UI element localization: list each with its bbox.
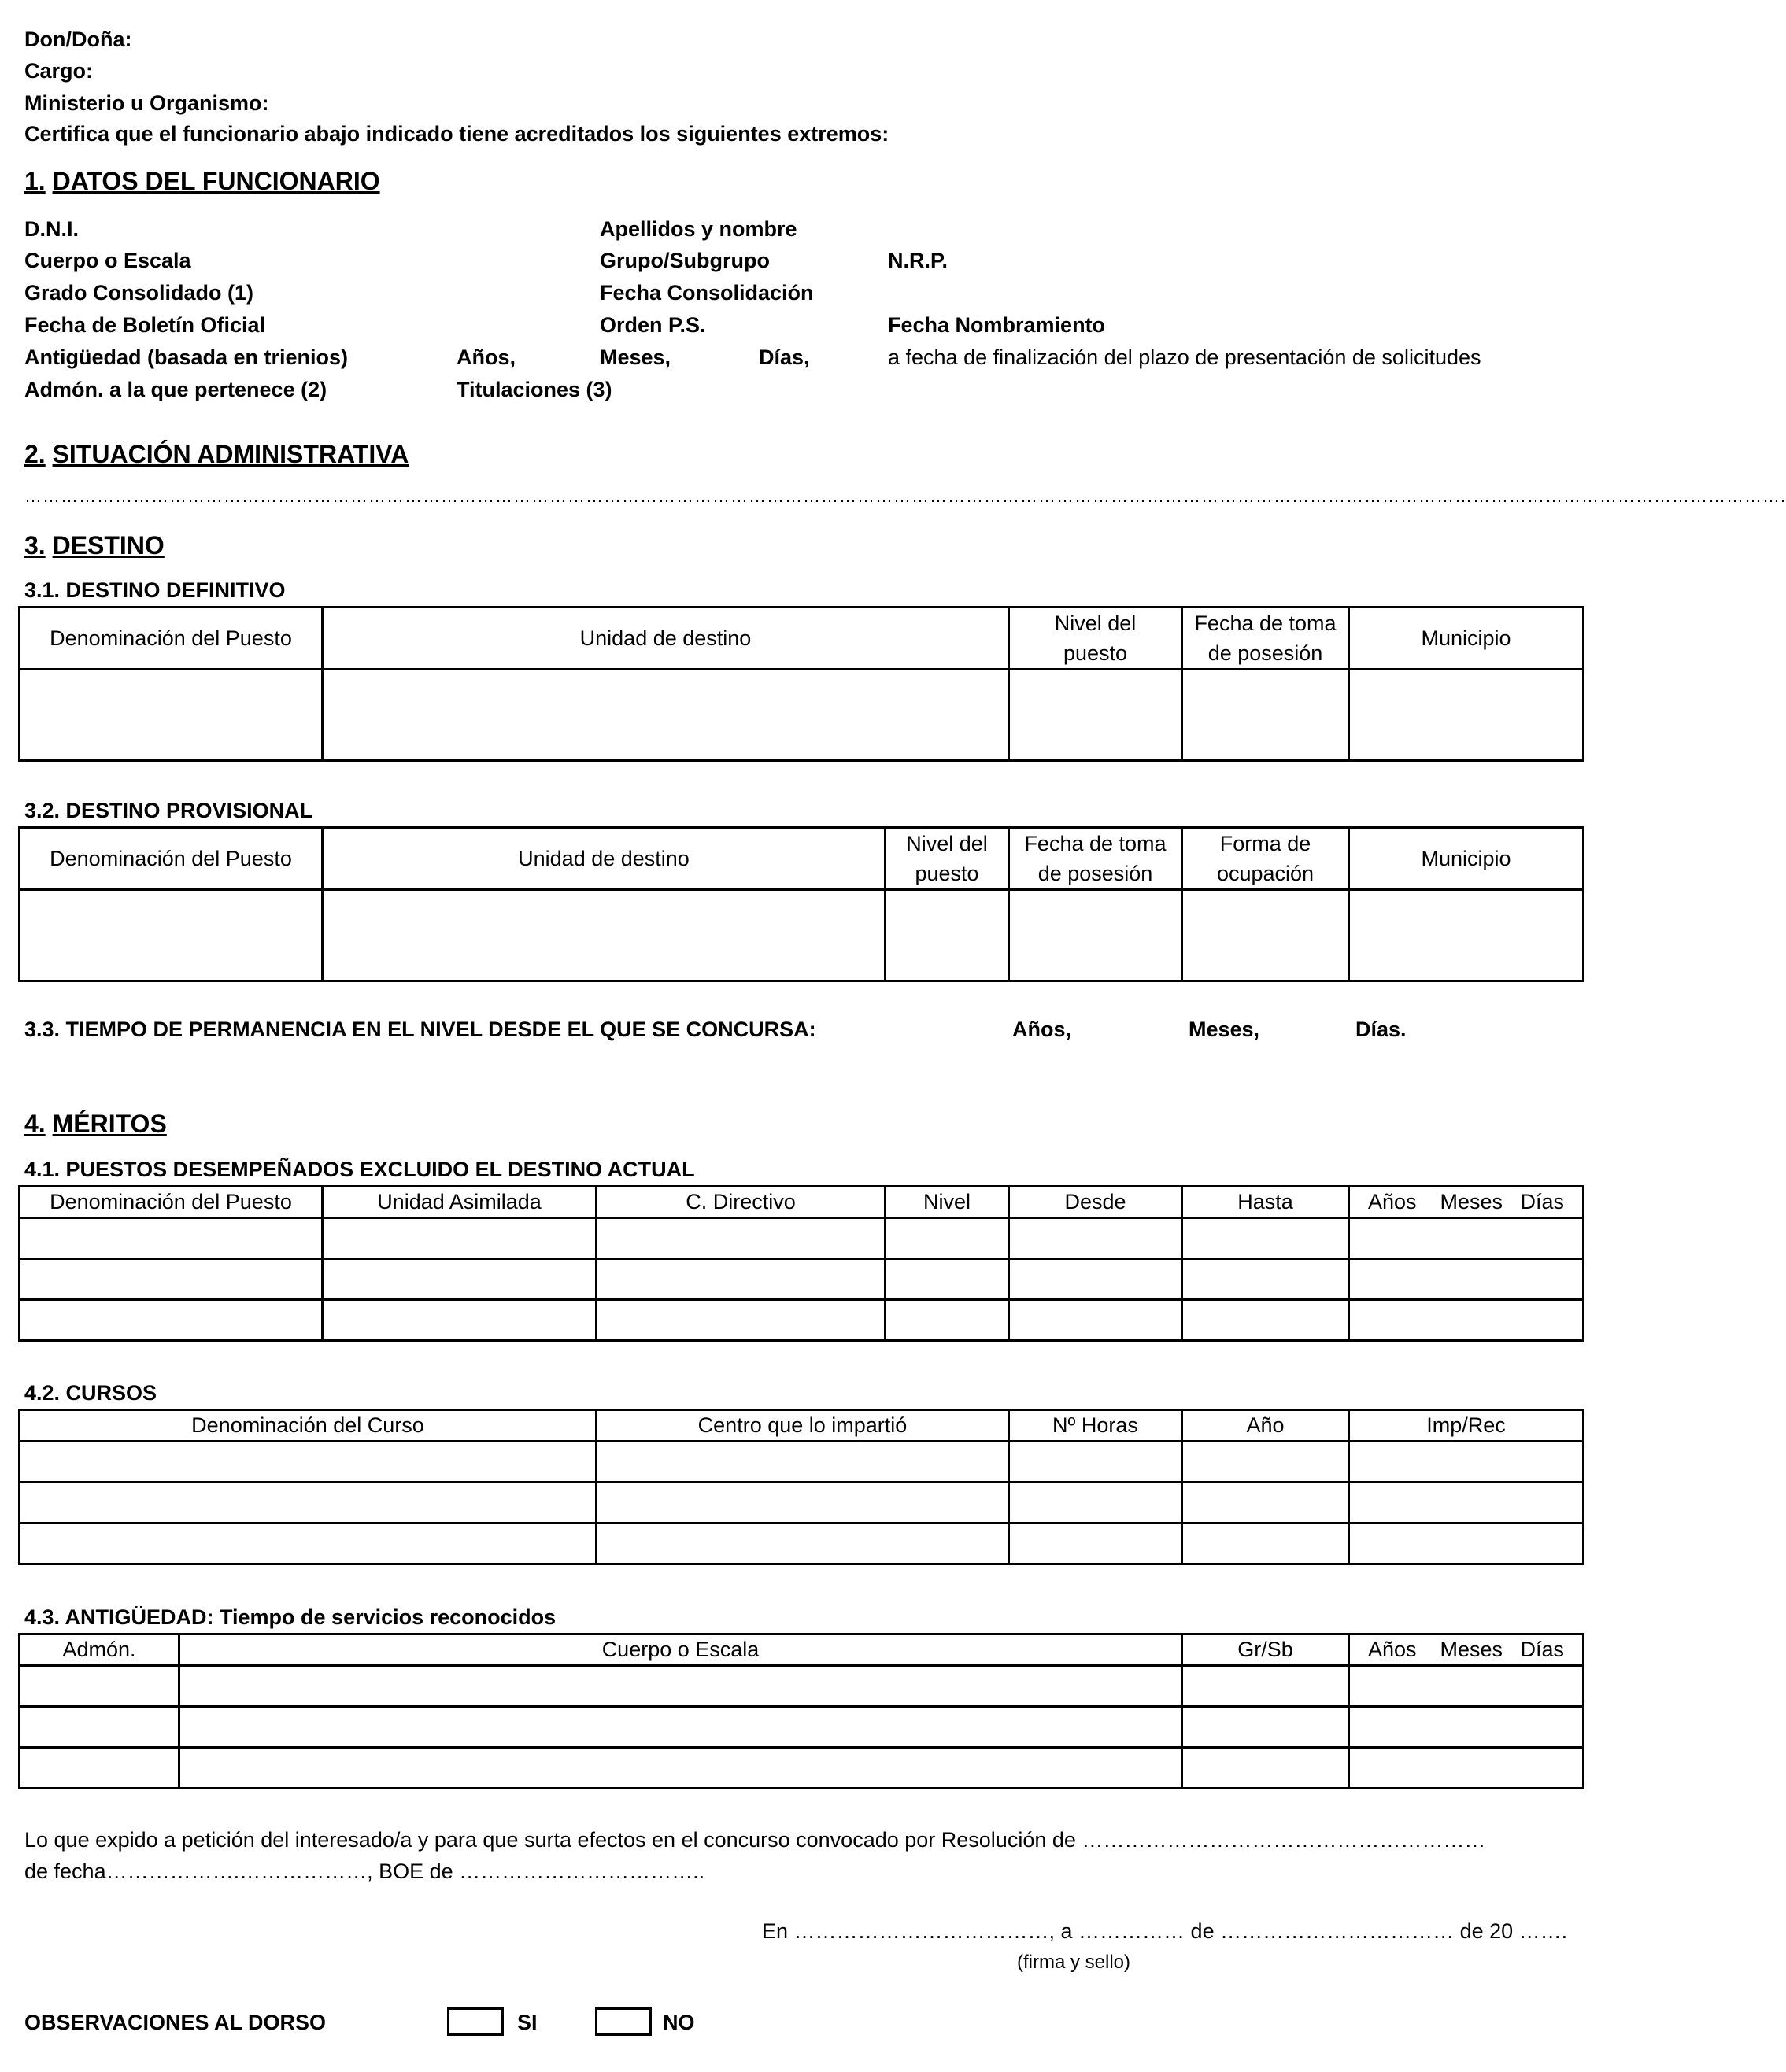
cell-input[interactable]: [1182, 1300, 1349, 1341]
column-header: Cuerpo o Escala: [179, 1634, 1182, 1666]
section-3-number: 3.: [24, 531, 46, 560]
column-header: Desde: [1009, 1187, 1182, 1218]
header-certifica: Certifica que el funcionario abajo indicado tiene acreditados los siguientes extremos:: [24, 122, 889, 146]
cell-input[interactable]: [1182, 890, 1349, 981]
label-grupo: Grupo/Subgrupo: [600, 249, 770, 272]
cell-input[interactable]: [1182, 1483, 1349, 1524]
cell-input[interactable]: [597, 1483, 1009, 1524]
label-meses: Meses,: [600, 345, 671, 369]
section-1-title: DATOS DEL FUNCIONARIO: [52, 167, 380, 195]
cell-input[interactable]: [323, 1300, 597, 1341]
column-header: Municipio: [1349, 608, 1584, 670]
header-ministerio: Ministerio u Organismo:: [24, 91, 269, 115]
label-nrp: N.R.P.: [888, 249, 948, 272]
cell-input[interactable]: [1349, 1300, 1584, 1341]
observaciones-si-checkbox[interactable]: [447, 2007, 504, 2036]
label-orden: Orden P.S.: [600, 313, 706, 337]
table-row: [20, 1442, 1584, 1483]
cell-input[interactable]: [1349, 670, 1584, 761]
table-header-row: [20, 608, 1584, 670]
cell-input[interactable]: [323, 1259, 597, 1300]
table-header-row: [20, 1187, 1584, 1218]
cell-input[interactable]: [1182, 1748, 1349, 1789]
table-header-row: [20, 1634, 1584, 1666]
cell-input[interactable]: [20, 1442, 597, 1483]
cell-input[interactable]: [1009, 1442, 1182, 1483]
footer-expido-line: Lo que expido a petición del interesado/a y para que surta efectos en el concurso convocado por Resolución de …………………………………………………: [24, 1828, 1486, 1852]
cell-input[interactable]: [1009, 1483, 1182, 1524]
column-header: [1349, 1634, 1584, 1666]
cell-input[interactable]: [1349, 1748, 1584, 1789]
section-2-heading: [24, 439, 409, 469]
label-grado: Grado Consolidado (1): [24, 281, 254, 305]
column-header: Hasta: [1182, 1187, 1349, 1218]
column-header: [1182, 608, 1349, 670]
table-row: [20, 670, 1584, 761]
cell-input[interactable]: [1349, 1707, 1584, 1748]
table-row: [20, 890, 1584, 981]
label-antiguedad: Antigüedad (basada en trienios): [24, 345, 349, 369]
column-header: Denominación del Puesto: [20, 828, 323, 890]
cell-input[interactable]: [20, 890, 323, 981]
label-dias: Días,: [759, 345, 810, 369]
permanencia-dias: Días.: [1355, 1018, 1407, 1041]
section-1-number: 1.: [24, 167, 46, 195]
column-header: Centro que lo impartió: [597, 1410, 1009, 1442]
table-header-row: [20, 828, 1584, 890]
destino-provisional-table: [18, 826, 1584, 982]
cell-input[interactable]: [1009, 670, 1182, 761]
label-dni: D.N.I.: [24, 217, 80, 241]
label-apellidos: Apellidos y nombre: [600, 217, 797, 241]
cell-input[interactable]: [20, 1707, 179, 1748]
section-3-title: DESTINO: [52, 531, 165, 560]
label-titulaciones: Titulaciones (3): [457, 378, 612, 401]
permanencia-meses: Meses,: [1189, 1018, 1260, 1041]
column-header: [1349, 1187, 1584, 1218]
cell-input[interactable]: [20, 1666, 179, 1707]
column-header: Gr/Sb: [1182, 1634, 1349, 1666]
column-header: Nº Horas: [1009, 1410, 1182, 1442]
table-row: [20, 1300, 1584, 1341]
table-row: [20, 1483, 1584, 1524]
table-row: [20, 1707, 1584, 1748]
cell-input[interactable]: [20, 670, 323, 761]
permanencia-anos: Años,: [1012, 1018, 1072, 1041]
section-4-2-title: 4.2. CURSOS: [24, 1381, 157, 1405]
column-header-text: Años Meses Días: [1367, 1638, 1565, 1661]
cell-input[interactable]: [20, 1748, 179, 1789]
label-anos: Años,: [457, 345, 516, 369]
column-header: [1182, 828, 1349, 890]
table-row: [20, 1524, 1584, 1564]
column-header-text: Años Meses Días: [1367, 1190, 1565, 1213]
cell-input[interactable]: [1349, 890, 1584, 981]
section-4-heading: [24, 1109, 167, 1139]
cell-input[interactable]: [20, 1483, 597, 1524]
cell-input[interactable]: [1349, 1259, 1584, 1300]
cell-input[interactable]: [597, 1442, 1009, 1483]
cell-input[interactable]: [1182, 670, 1349, 761]
column-header: Unidad de destino: [323, 608, 1009, 670]
cell-input[interactable]: [886, 890, 1009, 981]
footer-lugar-fecha: En ………………………………, a …………… de …………………………… de 20 …….: [762, 1919, 1568, 1943]
section-4-3-title-bold: 4.3. ANTIGÜEDAD:: [24, 1605, 220, 1629]
column-header: Nivel: [886, 1187, 1009, 1218]
section-2-title: SITUACIÓN ADMINISTRATIVA: [52, 440, 409, 468]
cell-input[interactable]: [179, 1707, 1182, 1748]
column-header-text: Fecha de toma de posesión: [1194, 611, 1337, 665]
column-header: C. Directivo: [597, 1187, 886, 1218]
puestos-desempenados-table: [18, 1185, 1584, 1342]
cell-input[interactable]: [179, 1666, 1182, 1707]
column-header-text: Fecha de toma de posesión: [1024, 832, 1167, 885]
cell-input[interactable]: [1349, 1442, 1584, 1483]
cell-input[interactable]: [1009, 1218, 1182, 1259]
cell-input[interactable]: [886, 1218, 1009, 1259]
antiguedad-table: [18, 1633, 1584, 1789]
header-cargo: Cargo:: [24, 59, 93, 83]
section-2-number: 2.: [24, 440, 46, 468]
column-header: Unidad de destino: [323, 828, 886, 890]
column-header-text: Nivel del puesto: [906, 832, 988, 885]
column-header: Año: [1182, 1410, 1349, 1442]
cell-input[interactable]: [1349, 1666, 1584, 1707]
label-fecha-nombramiento: Fecha Nombramiento: [888, 313, 1106, 337]
cell-input[interactable]: [1349, 1524, 1584, 1564]
column-header-text: Nivel del puesto: [1054, 611, 1137, 665]
cell-input[interactable]: [1349, 1483, 1584, 1524]
label-fecha-fin-plazo: a fecha de finalización del plazo de presentación de solicitudes: [888, 345, 1481, 369]
cell-input[interactable]: [1009, 1524, 1182, 1564]
section-3-heading: [24, 530, 165, 560]
cell-input[interactable]: [597, 1524, 1009, 1564]
cell-input[interactable]: [179, 1748, 1182, 1789]
section-4-number: 4.: [24, 1110, 46, 1138]
cell-input[interactable]: [597, 1218, 886, 1259]
table-row: [20, 1748, 1584, 1789]
observaciones-no-checkbox[interactable]: [595, 2007, 652, 2036]
cell-input[interactable]: [1182, 1442, 1349, 1483]
cell-input[interactable]: [323, 670, 1009, 761]
cell-input[interactable]: [886, 1300, 1009, 1341]
column-header: [1009, 608, 1182, 670]
cell-input[interactable]: [323, 1218, 597, 1259]
section-4-3-title: [24, 1605, 556, 1630]
column-header: Denominación del Curso: [20, 1410, 597, 1442]
cell-input[interactable]: [1182, 1524, 1349, 1564]
cell-input[interactable]: [597, 1300, 886, 1341]
cell-input[interactable]: [1182, 1707, 1349, 1748]
destino-definitivo-table: [18, 606, 1584, 762]
section-3-2-title: 3.2. DESTINO PROVISIONAL: [24, 799, 313, 822]
table-row: [20, 1218, 1584, 1259]
situacion-dotted-line: ………………………………………………………………………………………………………………………………………………………………………………………………………………………………………………………………….: [24, 486, 1786, 506]
observaciones-si-label: SI: [517, 2011, 538, 2034]
cell-input[interactable]: [1009, 1300, 1182, 1341]
section-3-1-title: 3.1. DESTINO DEFINITIVO: [24, 578, 286, 602]
cursos-table: [18, 1409, 1584, 1565]
observaciones-no-label: NO: [663, 2011, 695, 2034]
column-header-text: Forma de ocupación: [1216, 832, 1315, 885]
cell-input[interactable]: [1349, 1218, 1584, 1259]
column-header: Imp/Rec: [1349, 1410, 1584, 1442]
cell-input[interactable]: [20, 1300, 323, 1341]
observaciones-label: OBSERVACIONES AL DORSO: [24, 2011, 327, 2034]
cell-input[interactable]: [1182, 1218, 1349, 1259]
label-cuerpo: Cuerpo o Escala: [24, 249, 191, 272]
column-header: [1009, 828, 1182, 890]
cell-input[interactable]: [597, 1259, 886, 1300]
section-1-heading: [24, 166, 380, 196]
label-fecha-boletin: Fecha de Boletín Oficial: [24, 313, 266, 337]
footer-fecha-boe-line: de fecha……………….………………, BOE de ……………………………..: [24, 1860, 705, 1883]
section-4-title: MÉRITOS: [52, 1110, 167, 1138]
column-header: Admón.: [20, 1634, 179, 1666]
cell-input[interactable]: [1182, 1259, 1349, 1300]
column-header: [886, 828, 1009, 890]
cell-input[interactable]: [323, 890, 886, 981]
label-fecha-consolidacion: Fecha Consolidación: [600, 281, 814, 305]
column-header: Unidad Asimilada: [323, 1187, 597, 1218]
table-row: [20, 1259, 1584, 1300]
cell-input[interactable]: [20, 1218, 323, 1259]
cell-input[interactable]: [1009, 890, 1182, 981]
header-don-dona: Don/Doña:: [24, 28, 132, 51]
section-3-3-title: 3.3. TIEMPO DE PERMANENCIA EN EL NIVEL DESDE EL QUE SE CONCURSA:: [24, 1018, 816, 1041]
cell-input[interactable]: [886, 1259, 1009, 1300]
cell-input[interactable]: [20, 1259, 323, 1300]
column-header: Municipio: [1349, 828, 1584, 890]
cell-input[interactable]: [20, 1524, 597, 1564]
section-4-1-title: 4.1. PUESTOS DESEMPEÑADOS EXCLUIDO EL DESTINO ACTUAL: [24, 1158, 695, 1181]
cell-input[interactable]: [1009, 1259, 1182, 1300]
section-4-3-title-rest: Tiempo de servicios reconocidos: [220, 1605, 557, 1629]
table-header-row: [20, 1410, 1584, 1442]
label-admon: Admón. a la que pertenece (2): [24, 378, 327, 401]
footer-firma-sello: (firma y sello): [1017, 1952, 1131, 1973]
column-header: Denominación del Puesto: [20, 1187, 323, 1218]
cell-input[interactable]: [1182, 1666, 1349, 1707]
table-row: [20, 1666, 1584, 1707]
column-header: Denominación del Puesto: [20, 608, 323, 670]
